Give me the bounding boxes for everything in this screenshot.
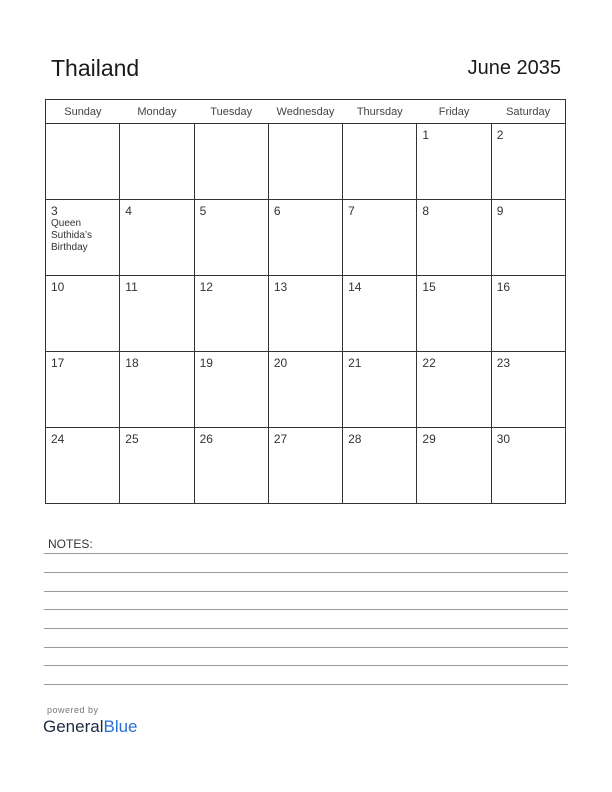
calendar-day-cell xyxy=(194,276,268,352)
day-number: 19 xyxy=(199,356,213,370)
calendar-day-cell xyxy=(417,352,491,428)
calendar-day-cell xyxy=(491,276,565,352)
calendar-grid xyxy=(45,99,566,504)
notes-line xyxy=(44,591,568,592)
weekday-thursday: Thursday xyxy=(343,100,417,124)
calendar-day-cell xyxy=(417,124,491,200)
day-number: 9 xyxy=(496,204,504,218)
calendar-day-cell xyxy=(343,276,417,352)
calendar-day-cell xyxy=(268,200,342,276)
notes-line xyxy=(44,572,568,573)
calendar-day-cell xyxy=(46,200,120,276)
calendar-day-cell xyxy=(417,276,491,352)
day-number: 17 xyxy=(51,356,65,370)
calendar-day-cell xyxy=(46,276,120,352)
day-number: 27 xyxy=(273,432,288,446)
calendar-week-row xyxy=(46,124,566,200)
day-number: 23 xyxy=(496,356,511,370)
calendar-day-cell xyxy=(491,428,565,504)
calendar-day-cell xyxy=(120,200,194,276)
holiday-event: Queen Suthida’s Birthday xyxy=(51,218,92,253)
day-number: 28 xyxy=(348,432,362,446)
day-number: 25 xyxy=(125,432,139,446)
calendar-week-row xyxy=(46,352,566,428)
calendar-day-cell xyxy=(343,124,417,200)
calendar-day-cell xyxy=(491,352,565,428)
weekday-header-row xyxy=(46,100,566,124)
notes-line xyxy=(44,609,568,610)
calendar-day-cell xyxy=(194,124,268,200)
calendar-day-cell xyxy=(46,428,120,504)
calendar-day-cell xyxy=(120,428,194,504)
day-number: 11 xyxy=(125,280,138,294)
weekday-wednesday: Wednesday xyxy=(268,100,342,124)
calendar-day-cell xyxy=(194,352,268,428)
calendar-day-cell xyxy=(120,124,194,200)
calendar-day-cell xyxy=(491,124,565,200)
calendar-day-cell xyxy=(268,428,342,504)
day-number: 21 xyxy=(348,356,362,370)
day-number: 12 xyxy=(199,280,213,294)
notes-label: NOTES: xyxy=(48,537,93,551)
day-number: 24 xyxy=(51,432,65,446)
calendar-day-cell xyxy=(194,200,268,276)
day-number: 15 xyxy=(422,280,436,294)
calendar-day-cell xyxy=(343,200,417,276)
calendar-day-cell xyxy=(120,276,194,352)
weekday-monday: Monday xyxy=(120,100,194,124)
calendar-week-row xyxy=(46,200,566,276)
weekday-tuesday: Tuesday xyxy=(194,100,268,124)
day-number: 22 xyxy=(422,356,436,370)
calendar-day-cell xyxy=(268,352,342,428)
day-number: 5 xyxy=(199,204,207,218)
notes-line xyxy=(44,628,568,629)
calendar-day-cell xyxy=(417,200,491,276)
day-number: 14 xyxy=(348,280,362,294)
day-number: 2 xyxy=(496,128,504,142)
calendar-day-cell xyxy=(46,124,120,200)
day-number: 8 xyxy=(422,204,430,218)
calendar-day-cell xyxy=(268,276,342,352)
day-number: 26 xyxy=(199,432,213,446)
calendar-day-cell xyxy=(343,428,417,504)
day-number: 29 xyxy=(422,432,436,446)
notes-line xyxy=(44,665,568,666)
day-number: 18 xyxy=(125,356,139,370)
day-number: 10 xyxy=(51,280,65,294)
day-number: 16 xyxy=(496,280,511,294)
calendar-day-cell xyxy=(417,428,491,504)
calendar-day-cell xyxy=(268,124,342,200)
day-number: 1 xyxy=(422,128,430,142)
day-number: 3 xyxy=(51,204,58,218)
month-year-title: June 2035 xyxy=(467,57,561,79)
notes-line xyxy=(44,647,568,648)
country-title: Thailand xyxy=(51,55,140,81)
day-number: 20 xyxy=(273,356,288,370)
calendar-week-row xyxy=(46,428,566,504)
day-number: 7 xyxy=(348,204,355,218)
calendar-day-cell xyxy=(343,352,417,428)
calendar-day-cell xyxy=(491,200,565,276)
generalblue-logo[interactable] xyxy=(43,717,138,737)
weekday-sunday: Sunday xyxy=(46,100,120,124)
calendar-week-row xyxy=(46,276,566,352)
calendar-day-cell xyxy=(120,352,194,428)
notes-line xyxy=(44,684,568,685)
day-number: 30 xyxy=(496,432,511,446)
day-number: 6 xyxy=(273,204,281,218)
brand-blue: Blue xyxy=(103,717,138,736)
weekday-saturday: Saturday xyxy=(491,100,565,124)
calendar-day-cell xyxy=(46,352,120,428)
day-number: 13 xyxy=(273,280,288,294)
notes-line xyxy=(44,553,568,554)
weekday-friday: Friday xyxy=(417,100,491,124)
day-number: 4 xyxy=(125,204,132,218)
powered-by-text: powered by xyxy=(47,705,99,715)
brand-general: General xyxy=(43,717,104,736)
calendar-day-cell xyxy=(194,428,268,504)
